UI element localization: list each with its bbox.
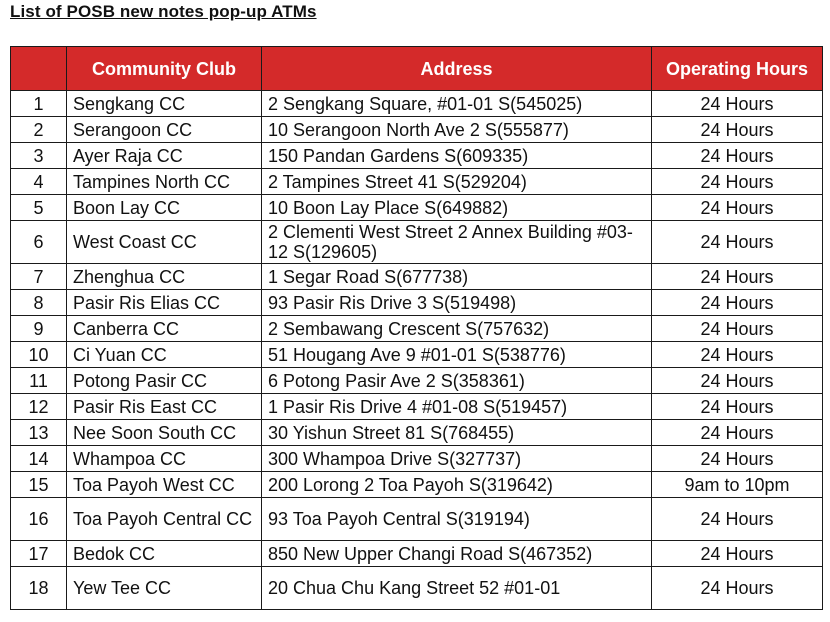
header-operating-hours: Operating Hours	[652, 47, 823, 91]
address-cell: 93 Pasir Ris Drive 3 S(519498)	[262, 290, 652, 316]
row-number: 8	[11, 290, 67, 316]
header-community-club: Community Club	[67, 47, 262, 91]
table-row	[11, 264, 823, 290]
operating-hours-cell: 24 Hours	[652, 264, 823, 290]
operating-hours-cell: 24 Hours	[652, 498, 823, 541]
row-number: 2	[11, 117, 67, 143]
table-row	[11, 221, 823, 264]
address-cell: 51 Hougang Ave 9 #01-01 S(538776)	[262, 342, 652, 368]
community-club-cell: Whampoa CC	[67, 446, 262, 472]
table-body	[11, 91, 823, 610]
row-number: 1	[11, 91, 67, 117]
header-address: Address	[262, 47, 652, 91]
table-row	[11, 472, 823, 498]
table-row	[11, 446, 823, 472]
table-row	[11, 91, 823, 117]
community-club-cell: Toa Payoh West CC	[67, 472, 262, 498]
row-number: 16	[11, 498, 67, 541]
row-number: 13	[11, 420, 67, 446]
community-club-cell: Pasir Ris Elias CC	[67, 290, 262, 316]
table-row	[11, 169, 823, 195]
address-cell: 1 Pasir Ris Drive 4 #01-08 S(519457)	[262, 394, 652, 420]
operating-hours-cell: 24 Hours	[652, 169, 823, 195]
address-cell: 20 Chua Chu Kang Street 52 #01-01	[262, 567, 652, 610]
table-row	[11, 117, 823, 143]
table-row	[11, 195, 823, 221]
row-number: 15	[11, 472, 67, 498]
address-cell: 2 Sembawang Crescent S(757632)	[262, 316, 652, 342]
operating-hours-cell: 24 Hours	[652, 368, 823, 394]
table-row	[11, 541, 823, 567]
table-row	[11, 368, 823, 394]
operating-hours-cell: 24 Hours	[652, 420, 823, 446]
table-row	[11, 394, 823, 420]
address-cell: 2 Clementi West Street 2 Annex Building #03-12 S(129605)	[262, 221, 652, 264]
row-number: 17	[11, 541, 67, 567]
row-number: 5	[11, 195, 67, 221]
row-number: 4	[11, 169, 67, 195]
table-row	[11, 316, 823, 342]
community-club-cell: Bedok CC	[67, 541, 262, 567]
community-club-cell: Potong Pasir CC	[67, 368, 262, 394]
community-club-cell: Serangoon CC	[67, 117, 262, 143]
community-club-cell: Yew Tee CC	[67, 567, 262, 610]
operating-hours-cell: 9am to 10pm	[652, 472, 823, 498]
atm-table	[10, 46, 823, 610]
address-cell: 300 Whampoa Drive S(327737)	[262, 446, 652, 472]
address-cell: 850 New Upper Changi Road S(467352)	[262, 541, 652, 567]
operating-hours-cell: 24 Hours	[652, 541, 823, 567]
table-row	[11, 420, 823, 446]
operating-hours-cell: 24 Hours	[652, 567, 823, 610]
table-row	[11, 342, 823, 368]
row-number: 12	[11, 394, 67, 420]
community-club-cell: West Coast CC	[67, 221, 262, 264]
row-number: 9	[11, 316, 67, 342]
address-cell: 1 Segar Road S(677738)	[262, 264, 652, 290]
table-row	[11, 290, 823, 316]
address-cell: 2 Sengkang Square, #01-01 S(545025)	[262, 91, 652, 117]
community-club-cell: Toa Payoh Central CC	[67, 498, 262, 541]
community-club-cell: Nee Soon South CC	[67, 420, 262, 446]
community-club-cell: Boon Lay CC	[67, 195, 262, 221]
row-number: 6	[11, 221, 67, 264]
row-number: 14	[11, 446, 67, 472]
table-row	[11, 498, 823, 541]
operating-hours-cell: 24 Hours	[652, 446, 823, 472]
table-row	[11, 143, 823, 169]
table-header-row	[11, 47, 823, 91]
address-cell: 10 Serangoon North Ave 2 S(555877)	[262, 117, 652, 143]
community-club-cell: Tampines North CC	[67, 169, 262, 195]
community-club-cell: Canberra CC	[67, 316, 262, 342]
operating-hours-cell: 24 Hours	[652, 221, 823, 264]
community-club-cell: Sengkang CC	[67, 91, 262, 117]
operating-hours-cell: 24 Hours	[652, 316, 823, 342]
community-club-cell: Pasir Ris East CC	[67, 394, 262, 420]
operating-hours-cell: 24 Hours	[652, 342, 823, 368]
header-number	[11, 47, 67, 91]
operating-hours-cell: 24 Hours	[652, 91, 823, 117]
row-number: 18	[11, 567, 67, 610]
table-row	[11, 567, 823, 610]
operating-hours-cell: 24 Hours	[652, 195, 823, 221]
operating-hours-cell: 24 Hours	[652, 117, 823, 143]
address-cell: 30 Yishun Street 81 S(768455)	[262, 420, 652, 446]
address-cell: 200 Lorong 2 Toa Payoh S(319642)	[262, 472, 652, 498]
row-number: 10	[11, 342, 67, 368]
row-number: 3	[11, 143, 67, 169]
address-cell: 2 Tampines Street 41 S(529204)	[262, 169, 652, 195]
page-title: List of POSB new notes pop-up ATMs	[10, 2, 317, 21]
address-cell: 93 Toa Payoh Central S(319194)	[262, 498, 652, 541]
community-club-cell: Ci Yuan CC	[67, 342, 262, 368]
community-club-cell: Ayer Raja CC	[67, 143, 262, 169]
row-number: 7	[11, 264, 67, 290]
operating-hours-cell: 24 Hours	[652, 290, 823, 316]
row-number: 11	[11, 368, 67, 394]
community-club-cell: Zhenghua CC	[67, 264, 262, 290]
address-cell: 150 Pandan Gardens S(609335)	[262, 143, 652, 169]
operating-hours-cell: 24 Hours	[652, 143, 823, 169]
address-cell: 10 Boon Lay Place S(649882)	[262, 195, 652, 221]
address-cell: 6 Potong Pasir Ave 2 S(358361)	[262, 368, 652, 394]
operating-hours-cell: 24 Hours	[652, 394, 823, 420]
